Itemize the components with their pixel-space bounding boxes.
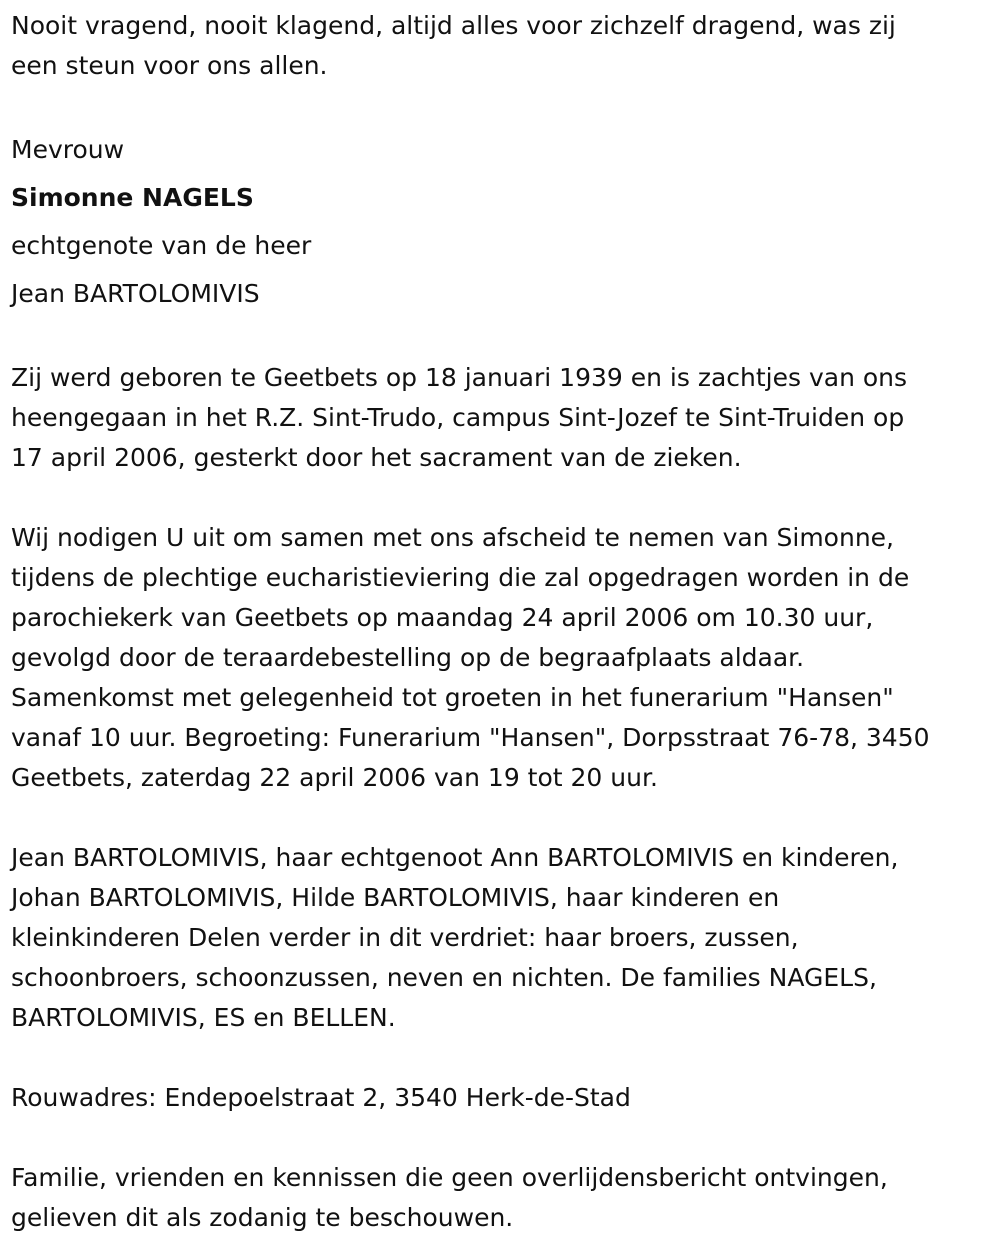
paragraph-line: heengegaan in het R.Z. Sint-Trudo, campus Sint-Jozef te Sint-Truiden op xyxy=(11,403,905,432)
motto-paragraph xyxy=(11,6,991,86)
paragraph-line: Familie, vrienden en kennissen die geen overlijdensbericht ontvingen, xyxy=(11,1163,888,1192)
spacer xyxy=(11,318,991,358)
paragraph-line: tijdens de plechtige eucharistieviering die zal opgedragen worden in de xyxy=(11,563,910,592)
paragraph-line: BARTOLOMIVIS, ES en BELLEN. xyxy=(11,1003,396,1032)
paragraph-line: Samenkomst met gelegenheid tot groeten in het funerarium "Hansen" xyxy=(11,683,894,712)
motto-line: Nooit vragend, nooit klagend, altijd alles voor zichzelf dragend, was zij xyxy=(11,11,896,40)
mourning-address: Rouwadres: Endepoelstraat 2, 3540 Herk-de-Stad xyxy=(11,1083,631,1112)
paragraph-line: Geetbets, zaterdag 22 april 2006 van 19 tot 20 uur. xyxy=(11,763,658,792)
spacer xyxy=(11,798,991,838)
paragraph-line: 17 april 2006, gesterkt door het sacrament van de zieken. xyxy=(11,443,742,472)
paragraph-line: kleinkinderen Delen verder in dit verdriet: haar broers, zussen, xyxy=(11,923,799,952)
motto-line: een steun voor ons allen. xyxy=(11,51,328,80)
deceased-name: Simonne NAGELS xyxy=(11,183,254,212)
paragraph-line: Jean BARTOLOMIVIS, haar echtgenoot Ann BARTOLOMIVIS en kinderen, xyxy=(11,843,899,872)
paragraph-line: Zij werd geboren te Geetbets op 18 januari 1939 en is zachtjes van ons xyxy=(11,363,908,392)
closing-paragraph xyxy=(11,1158,991,1238)
paragraph-line: schoonbroers, schoonzussen, neven en nichten. De families NAGELS, xyxy=(11,963,877,992)
spouse-name: Jean BARTOLOMIVIS xyxy=(11,279,260,308)
paragraph-line: gelieven dit als zodanig te beschouwen. xyxy=(11,1203,514,1232)
birth-death-paragraph xyxy=(11,358,991,478)
ceremony-paragraph xyxy=(11,518,991,798)
spacer xyxy=(11,1038,991,1078)
paragraph-line: parochiekerk van Geetbets op maandag 24 april 2006 om 10.30 uur, xyxy=(11,603,874,632)
spacer xyxy=(11,478,991,518)
relation-text: echtgenote van de heer xyxy=(11,231,312,260)
paragraph-line: Wij nodigen U uit om samen met ons afscheid te nemen van Simonne, xyxy=(11,523,894,552)
obituary-document xyxy=(11,6,991,1238)
spacer xyxy=(11,1118,991,1158)
paragraph-line: Johan BARTOLOMIVIS, Hilde BARTOLOMIVIS, haar kinderen en xyxy=(11,883,780,912)
family-paragraph xyxy=(11,838,991,1038)
spacer xyxy=(11,86,991,126)
paragraph-line: vanaf 10 uur. Begroeting: Funerarium "Hansen", Dorpsstraat 76-78, 3450 xyxy=(11,723,930,752)
paragraph-line: gevolgd door de teraardebestelling op de begraafplaats aldaar. xyxy=(11,643,805,672)
salutation: Mevrouw xyxy=(11,135,125,164)
